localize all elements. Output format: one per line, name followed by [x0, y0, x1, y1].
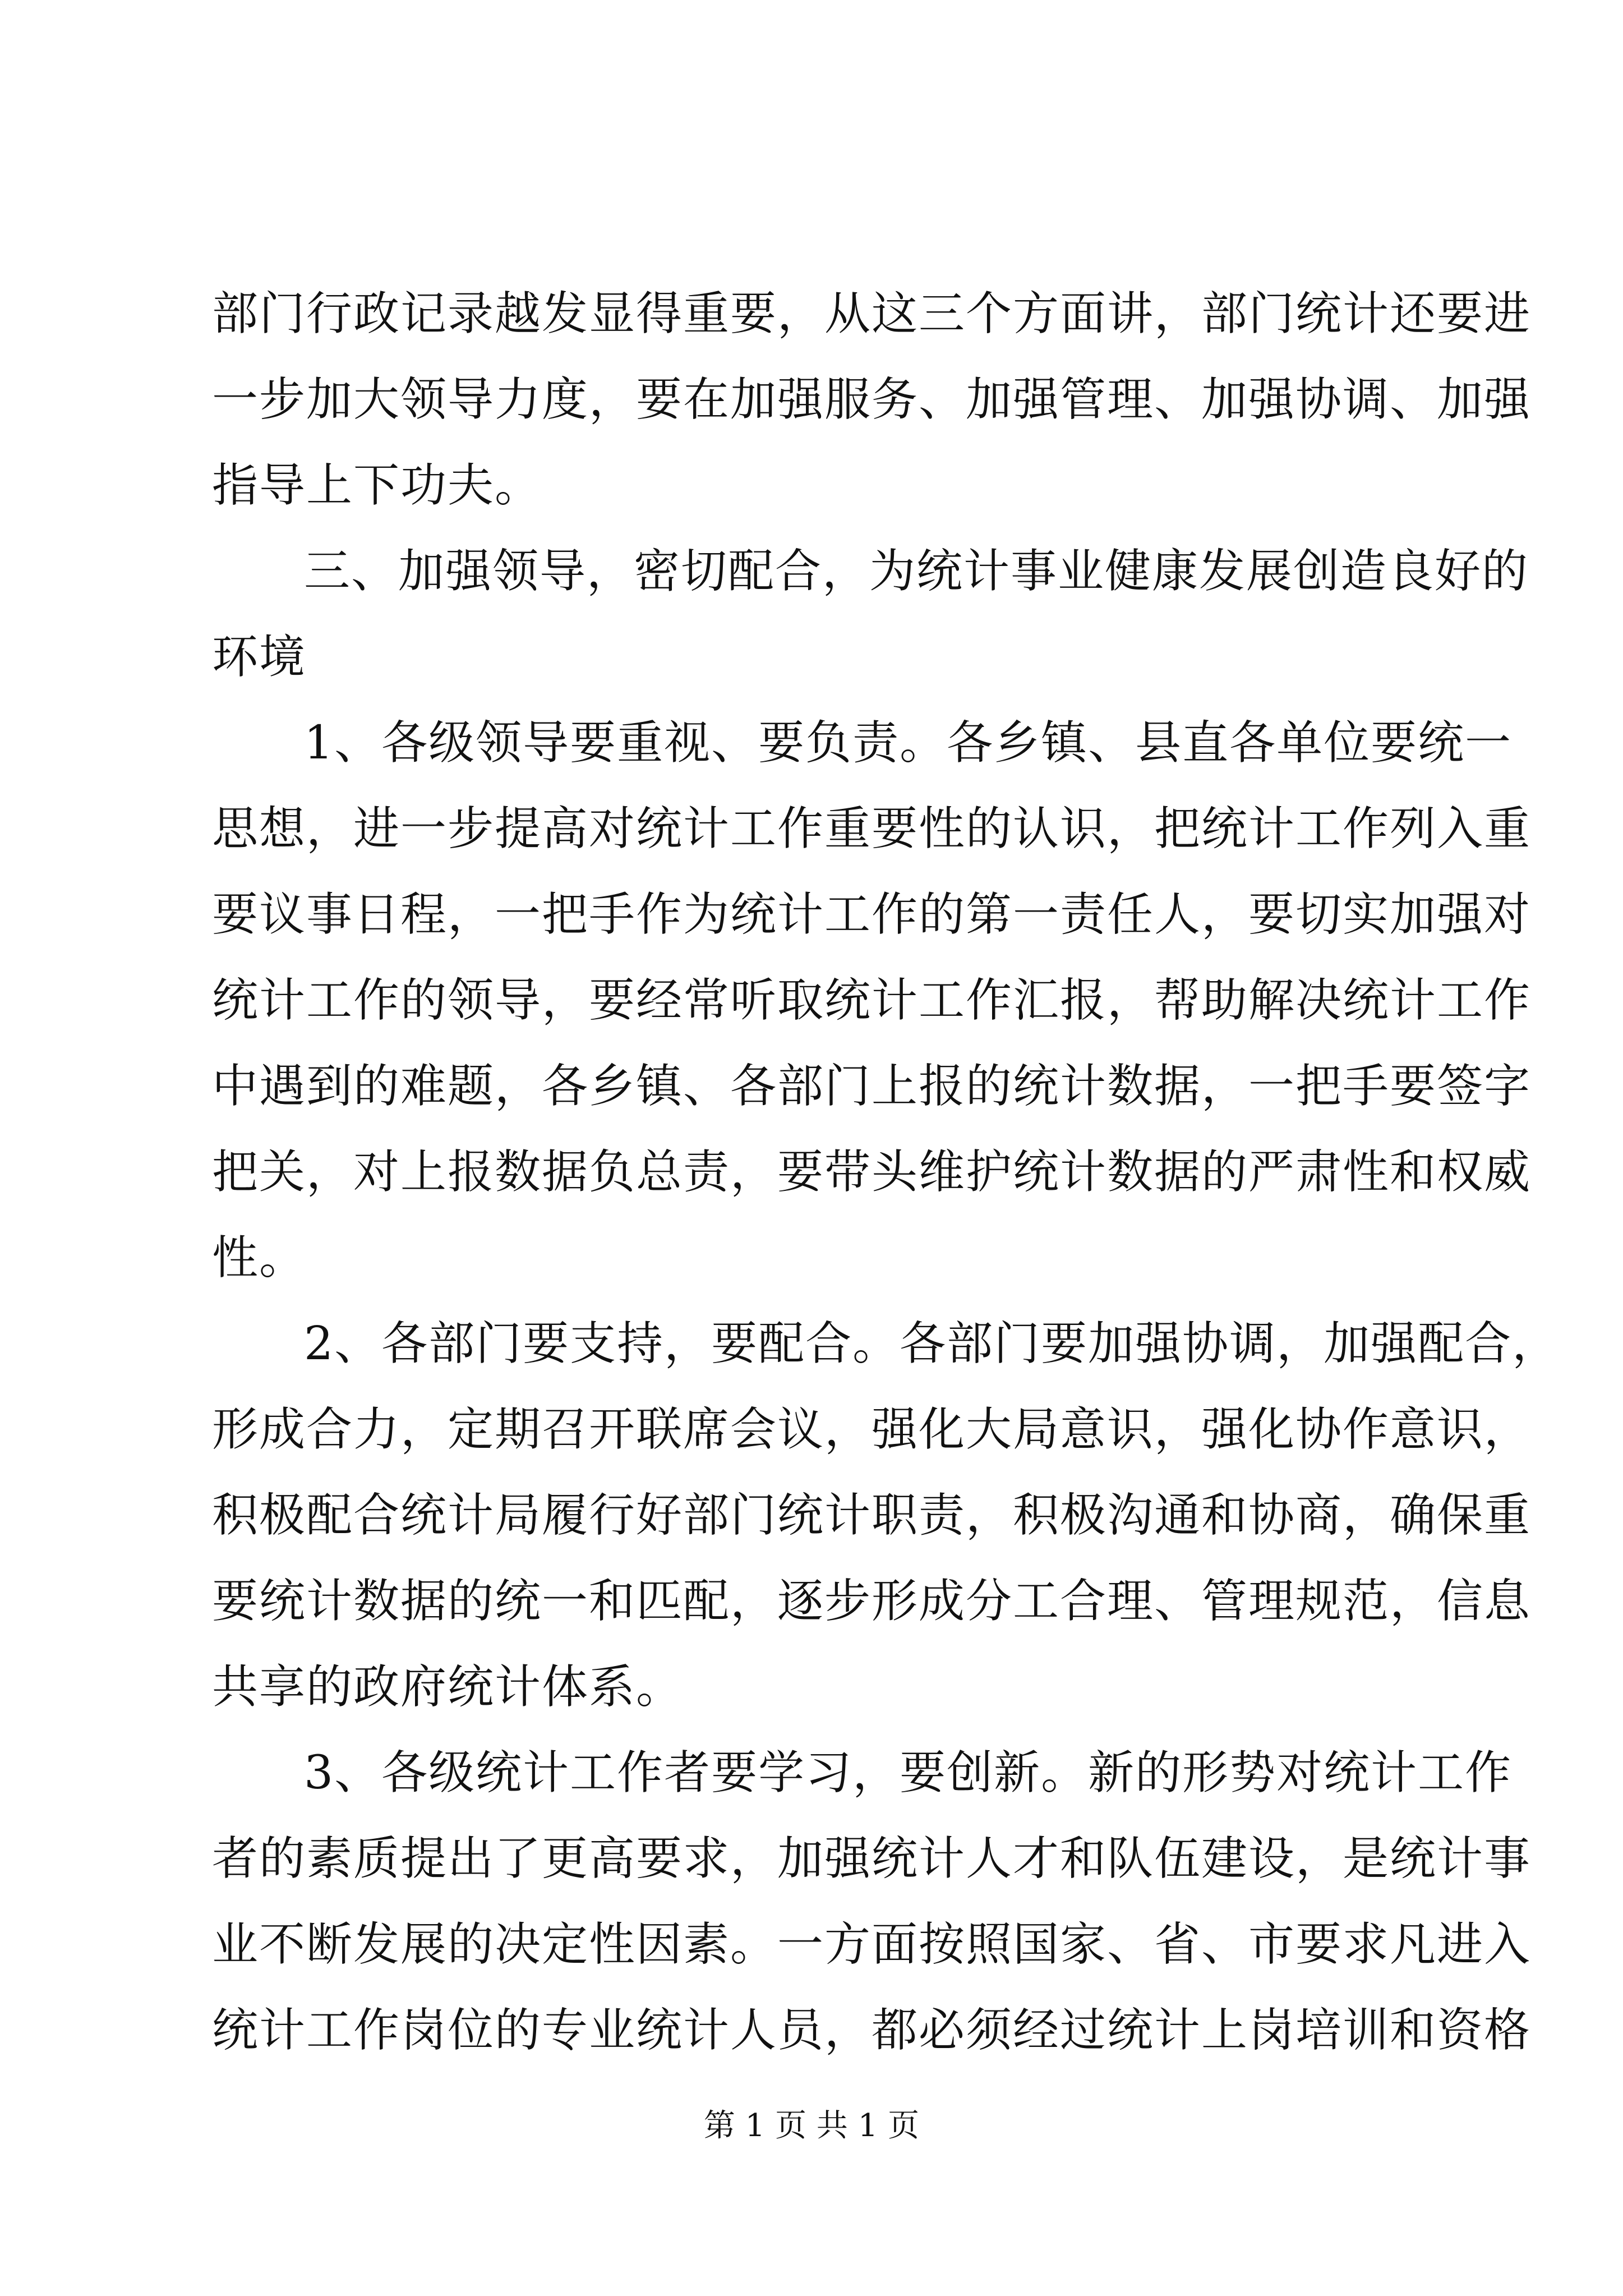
text-line: 把关，对上报数据负总责，要带头维护统计数据的严肃性和权威 [212, 1145, 1532, 1199]
text-line: 中遇到的难题，各乡镇、各部门上报的统计数据，一把手要签字 [212, 1060, 1532, 1113]
section-heading-line: 环境 [212, 631, 307, 684]
text-line: 统计工作的领导，要经常听取统计工作汇报，帮助解决统计工作 [212, 974, 1532, 1027]
text-line: 者的素质提出了更高要求，加强统计人才和队伍建设，是统计事 [212, 1832, 1532, 1885]
text-line: 思想，进一步提高对统计工作重要性的认识，把统计工作列入重 [212, 802, 1532, 855]
text-line: 部门行政记录越发显得重要，从这三个方面讲，部门统计还要进 [212, 287, 1532, 341]
text-line: 共享的政府统计体系。 [212, 1660, 684, 1714]
text-line: 积极配合统计局履行好部门统计职责，积极沟通和协商，确保重 [212, 1489, 1532, 1542]
text-line: 业不断发展的决定性因素。一方面按照国家、省、市要求凡进入 [212, 1918, 1532, 1971]
text-line: 3、各级统计工作者要学习，要创新。新的形势对统计工作 [304, 1746, 1513, 1800]
text-line: 1、各级领导要重视、要负责。各乡镇、县直各单位要统一 [304, 716, 1513, 770]
text-line: 一步加大领导力度，要在加强服务、加强管理、加强协调、加强 [212, 373, 1532, 426]
page-footer: 第 1 页 共 1 页 [703, 2108, 920, 2144]
section-heading-line: 三、加强领导，密切配合，为统计事业健康发展创造良好的 [304, 545, 1529, 598]
text-line: 要统计数据的统一和匹配，逐步形成分工合理、管理规范，信息 [212, 1575, 1532, 1628]
text-line: 统计工作岗位的专业统计人员，都必须经过统计上岗培训和资格 [212, 2004, 1532, 2057]
text-line: 性。 [212, 1231, 307, 1285]
text-line: 2、各部门要支持，要配合。各部门要加强协调，加强配合， [304, 1317, 1560, 1370]
text-line: 形成合力，定期召开联席会议，强化大局意识，强化协作意识， [212, 1403, 1532, 1456]
text-line: 要议事日程，一把手作为统计工作的第一责任人，要切实加强对 [212, 888, 1532, 941]
text-line: 指导上下功夫。 [212, 459, 542, 512]
